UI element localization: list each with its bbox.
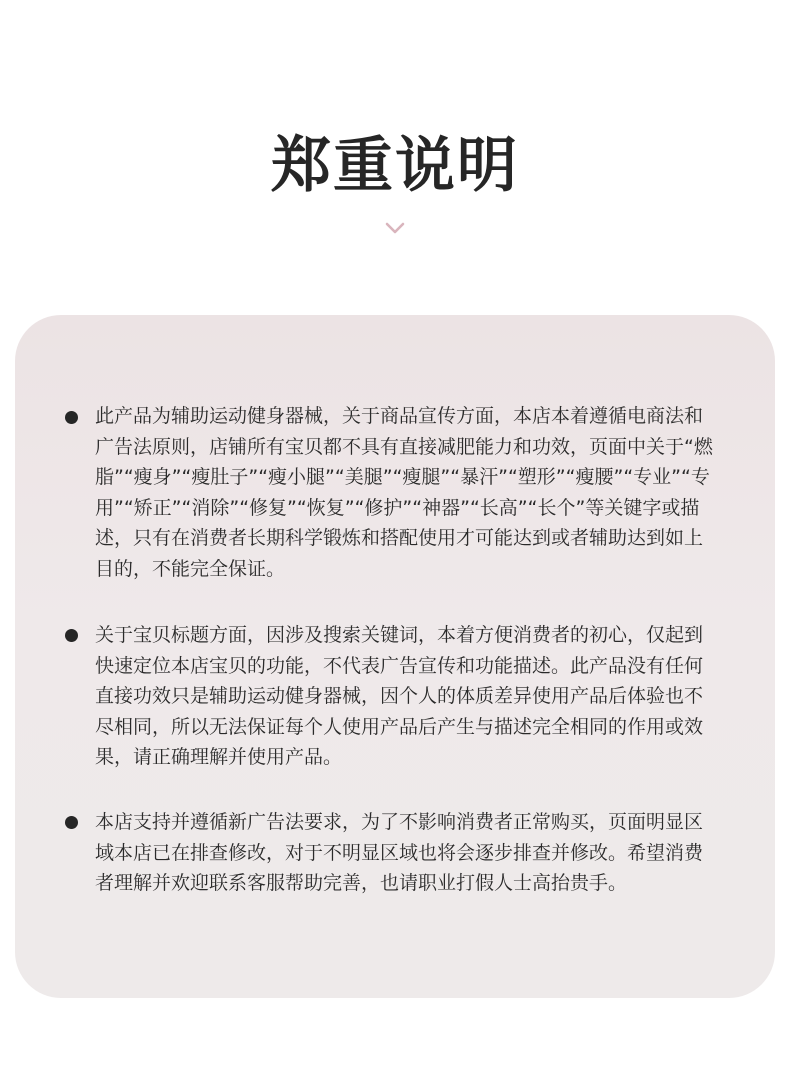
notice-item: 本店支持并遵循新广告法要求，为了不影响消费者正常购买，页面明显区域本店已在排查修改，对于不明显区域也将会逐步排查并修改。希望消费者理解并欢迎联系客服帮助完善，也请职业打假人士高抬贵手。 [95, 811, 704, 894]
notice-item: 关于宝贝标题方面，因涉及搜索关键词，本着方便消费者的初心，仅起到快速定位本店宝贝的功能，不代表广告宣传和功能描述。此产品没有任何直接功效只是辅助运动健身器械，因个人的体质差异使用产品后体验也不尽相同，所以无法保证每个人使用产品后产生与描述完全相同的作用或效果，请正确理解并使用产品。 [95, 624, 704, 768]
bullet-icon [65, 411, 78, 424]
notice-item: 此产品为辅助运动健身器械，关于商品宣传方面，本店本着遵循电商法和广告法原则，店铺所有宝贝都不具有直接减肥能力和功效，页面中关于“燃脂”“瘦身”“瘦肚子”“瘦小腿”“美腿”“瘦腿”“暴汗”“塑形”“瘦腰”“专业”“专用”“矫正”“消除”“修复”“恢复”“修护”“神器”“长高”“长个”等关键字或描述，只有在消费者长期科学锻炼和搭配使用才可能达到或者辅助达到如上目的，不能完全保证。 [95, 405, 713, 580]
bullet-icon [65, 629, 78, 642]
bullet-icon [65, 816, 78, 829]
chevron-down-icon [385, 222, 405, 234]
page-title: 郑重说明 [271, 131, 519, 201]
